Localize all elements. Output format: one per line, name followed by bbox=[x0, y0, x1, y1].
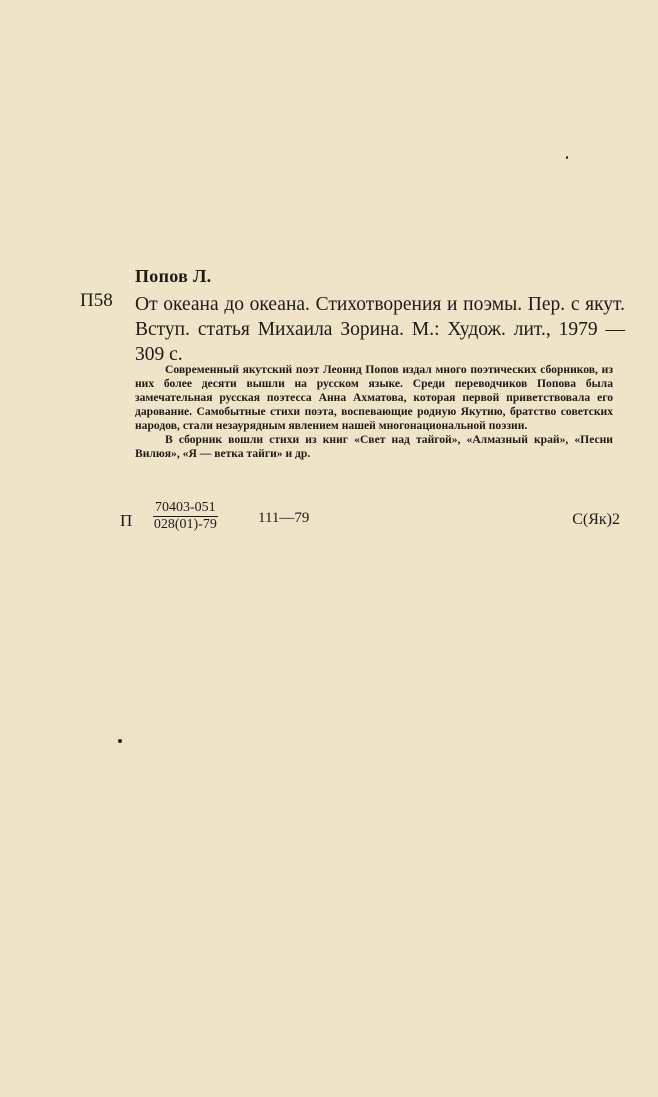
author-name: Попов Л. bbox=[135, 266, 212, 286]
classification-code: С(Як)2 bbox=[572, 511, 620, 528]
annotation-paragraph: Современный якутский поэт Леонид Попов издал много поэтических сборников, из них более десяти вышли на русском языке. Среди переводчиков Попова была замечательная русская поэтесса Анна Ахматова, которая первой приветствовала его дарование. Самобытные стихи поэта, воспевающие родную Якутию, братство советских народов, стали незаурядным явлением нашей многонациональной поэзии. bbox=[135, 363, 613, 432]
annotation-paragraph: В сборник вошли стихи из книг «Свет над тайгой», «Алмазный край», «Песни Вилюя», «Я — ветка тайги» и др. bbox=[135, 433, 613, 460]
annotation bbox=[135, 363, 613, 461]
ink-speck bbox=[566, 156, 568, 159]
code-middle: 111—79 bbox=[258, 510, 310, 526]
code-numerator: 70403-051 bbox=[155, 500, 216, 515]
code-fraction bbox=[153, 500, 218, 533]
library-index: П58 bbox=[80, 290, 113, 311]
code-denominator: 028(01)-79 bbox=[153, 517, 217, 532]
bibliographic-description: От океана до океана. Стихотворения и поэмы. Пер. с якут. Вступ. статья Михаила Зорина. М.: Худож. лит., 1979 — 309 с. bbox=[135, 294, 625, 365]
code-prefix: П bbox=[120, 511, 133, 530]
ink-speck bbox=[118, 739, 122, 743]
publication-codes bbox=[120, 500, 620, 540]
